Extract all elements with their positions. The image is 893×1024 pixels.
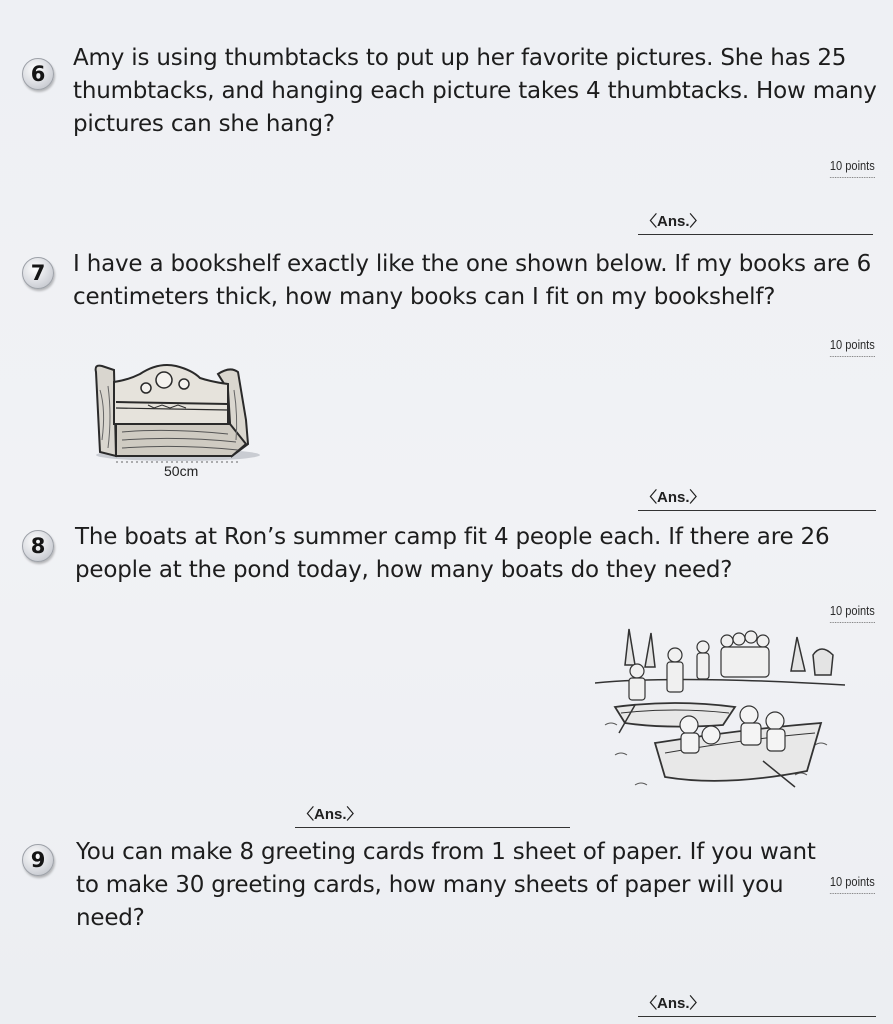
problem-text: Amy is using thumbtacks to put up her favorite pictures. She has 25 thumbtacks, and hanging each picture takes 4 thumbtacks. How many pictures can she hang? [73,45,877,137]
problem-number-badge: 6 [22,58,54,90]
problem-number-badge: 8 [22,530,54,562]
points-label: 10 points [830,874,875,894]
bookshelf-illustration [88,360,268,480]
problem-number-badge: 9 [22,844,54,876]
boats-pond-illustration [595,625,845,805]
problem-text: You can make 8 greeting cards from 1 sheet of paper. If you want to make 30 greeting cards, how many sheets of paper will you need? [76,839,816,931]
answer-line[interactable]: 〈Ans.〉 [638,210,873,235]
points-label: 10 points [830,158,875,178]
points-label: 10 points [830,337,875,357]
problem-text: The boats at Ron’s summer camp fit 4 people each. If there are 26 people at the pond today, how many boats do they need? [75,524,830,583]
answer-line[interactable]: 〈Ans.〉 [295,803,570,828]
answer-line[interactable]: 〈Ans.〉 [638,486,876,511]
problem-text: I have a bookshelf exactly like the one shown below. If my books are 6 centimeters thick, how many books can I fit on my bookshelf? [73,251,872,310]
answer-line[interactable]: 〈Ans.〉 [638,992,876,1017]
figure-dimension-label: 50cm [164,463,199,479]
points-label: 10 points [830,603,875,623]
problem-number-badge: 7 [22,257,54,289]
